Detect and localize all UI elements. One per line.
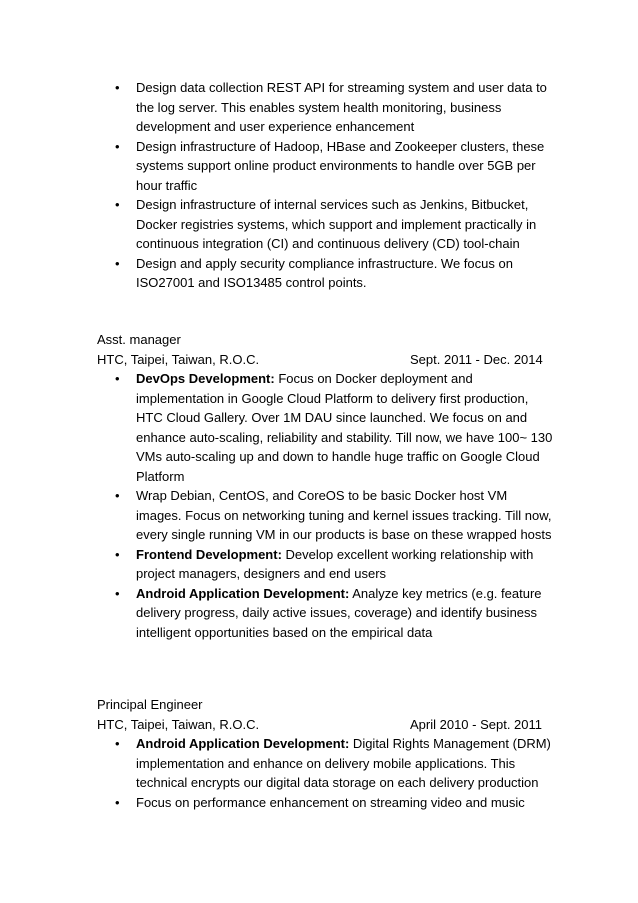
section1-bullet-list <box>0 78 638 293</box>
list-item <box>0 195 638 254</box>
section3-job <box>0 695 638 812</box>
job-title: Asst. manager <box>97 332 181 347</box>
list-item <box>0 369 638 486</box>
job-dates: Sept. 2011 - Dec. 2014 <box>410 351 543 367</box>
bullet-text: Design infrastructure of Hadoop, HBase and Zookeeper clusters, these systems support online product environments to handle over 5GB per hour traffic <box>136 138 545 193</box>
bullet-text: Focus on Docker deployment and implementation in Google Cloud Platform to delivery first production, HTC Cloud Gallery. Over 1M DAU since launched. We focus on and enhance auto-scaling, reliability and stability. Till now, we have 100~ 130 VMs auto-scaling up and down to handle huge traffic on Google Cloud Platform <box>136 371 553 484</box>
section3-bullet-list <box>0 734 638 812</box>
bullet-bold: Frontend Development: <box>136 546 282 562</box>
bullet-text: Wrap Debian, CentOS, and CoreOS to be basic Docker host VM images. Focus on networking tuning and kernel issues tracking. Till now, every single running VM in our products is base on these wrapped hosts <box>136 488 552 542</box>
bullet-bold: Android Application Development: <box>136 736 350 751</box>
bullet-text: Digital Rights Management (DRM) implementation and enhance on delivery mobile applications. This technical encrypts our digital data storage on each delivery production <box>136 736 551 790</box>
job-company-line <box>0 715 638 735</box>
bullet-text: Analyze key metrics (e.g. feature delivery progress, daily active issues, coverage) and identify business intelligent opportunities based on the empirical data <box>136 585 542 640</box>
bullet-text: Design data collection REST API for streaming system and user data to the log server. This enables system health monitoring, business development and user experience enhancement <box>136 80 547 134</box>
job-company: HTC, Taipei, Taiwan, R.O.C. <box>97 351 260 367</box>
job-dates: April 2010 - Sept. 2011 <box>410 716 543 732</box>
bullet-icon: • <box>115 80 120 95</box>
bullet-icon: • <box>115 546 120 562</box>
bullet-icon: • <box>115 488 120 503</box>
section2-job <box>0 330 638 642</box>
bullet-bold: Android Application Development: <box>136 585 350 601</box>
bullet-icon: • <box>115 197 120 212</box>
list-item <box>0 793 638 813</box>
job-title: Principal Engineer <box>97 697 203 712</box>
bullet-icon: • <box>115 585 120 601</box>
list-item <box>0 545 638 584</box>
job-company: HTC, Taipei, Taiwan, R.O.C. <box>97 716 260 732</box>
bullet-icon: • <box>115 371 120 386</box>
list-item <box>0 486 638 545</box>
bullet-text: Design infrastructure of internal services such as Jenkins, Bitbucket, Docker registries systems, which support and implement practically in continuous integration (CI) and continuous delivery (CD) tool-chain <box>136 197 537 251</box>
bullet-text: Design and apply security compliance infrastructure. We focus on ISO27001 and ISO13485 control points. <box>136 255 513 290</box>
bullet-icon: • <box>115 138 120 154</box>
list-item <box>0 137 638 196</box>
bullet-bold: DevOps Development: <box>136 371 275 386</box>
job-company-line <box>0 350 638 370</box>
list-item <box>0 78 638 137</box>
list-item <box>0 254 638 293</box>
bullet-icon: • <box>115 794 120 810</box>
section2-bullet-list <box>0 369 638 642</box>
list-item <box>0 734 638 793</box>
bullet-text: Develop excellent working relationship with project managers, designers and end users <box>136 546 534 581</box>
list-item <box>0 584 638 643</box>
bullet-text: Focus on performance enhancement on streaming video and music <box>136 794 525 810</box>
bullet-icon: • <box>115 255 120 271</box>
bullet-icon: • <box>115 736 120 751</box>
